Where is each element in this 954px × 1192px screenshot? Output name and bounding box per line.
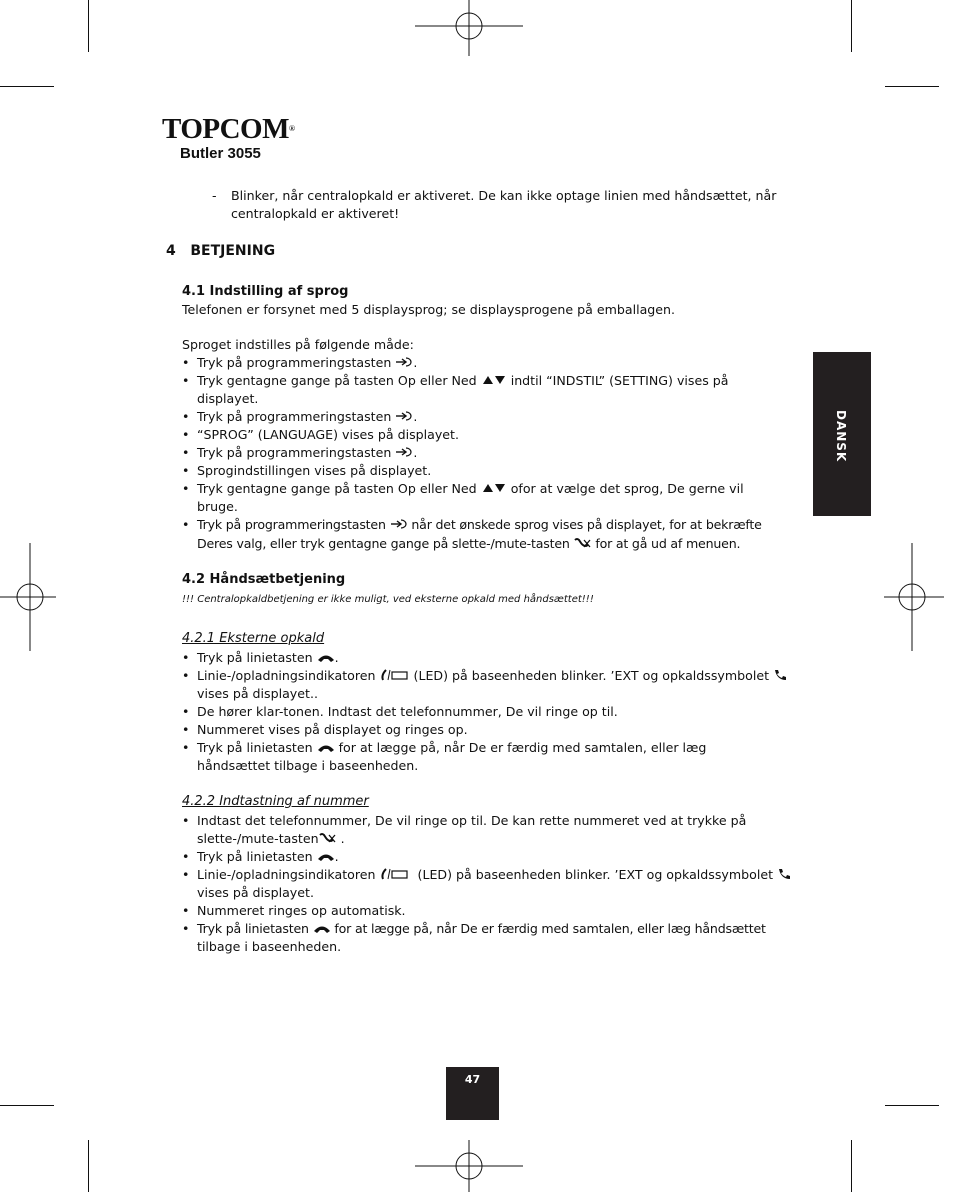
list-item: Indtast det telefonnummer, De vil ringe op til. De kan rette nummeret ved at trykke på (197, 813, 747, 828)
page-number-box (446, 1067, 499, 1120)
list-bullet: • (182, 517, 190, 532)
program-key-icon (395, 409, 413, 427)
list-item-continuation: bruge. (197, 499, 238, 514)
mute-key-icon (574, 536, 592, 554)
call-symbol-icon (773, 668, 787, 686)
list-bullet: • (182, 849, 190, 864)
list-bullet: • (182, 867, 190, 882)
language-tab: DANSK (813, 352, 871, 516)
program-key-icon (395, 355, 413, 373)
intro-line-2: centralopkald er aktiveret! (231, 206, 400, 221)
subsection-heading-4-2-2: 4.2.2 Indtastning af nummer (182, 794, 369, 809)
up-down-arrows-icon (481, 373, 507, 391)
list-bullet: • (182, 704, 190, 719)
list-bullet: • (182, 650, 190, 665)
registration-mark-right (884, 543, 944, 651)
list-item-continuation: slette-/mute-tasten . (197, 830, 345, 849)
list-item-continuation: vises på displayet. (197, 885, 314, 900)
list-item: Linie-/opladningsindikatoren (LED) på baseenheden blinker. ’EXT og opkaldssymbolet (197, 866, 791, 885)
list-item: Tryk på programmeringstasten når det ønskede sprog vises på displayet, for at bekræfte (197, 516, 762, 535)
subsection-heading-4-2-1: 4.2.1 Eksterne opkald (182, 631, 325, 646)
brand-logo: TOPCOM® (162, 113, 295, 145)
list-item: Tryk på programmeringstasten . (197, 354, 417, 373)
section-heading: 4 BETJENING (166, 243, 276, 259)
list-bullet: • (182, 445, 190, 460)
list-item-continuation: tilbage i baseenheden. (197, 939, 342, 954)
registration-mark-left (0, 543, 56, 651)
list-item-continuation: håndsættet tilbage i baseenheden. (197, 758, 419, 773)
list-bullet: • (182, 355, 190, 370)
page-number: 47 (464, 1073, 481, 1086)
mute-key-icon (319, 831, 337, 849)
list-item: Sprogindstillingen vises på displayet. (197, 463, 432, 478)
program-key-icon (395, 445, 413, 463)
intro-dash: - (212, 188, 217, 203)
line-charge-led-icon (380, 668, 410, 686)
list-item-continuation: displayet. (197, 391, 259, 406)
paragraph: Telefonen er forsynet med 5 displaysprog; se displaysprogene på emballagen. (182, 302, 676, 317)
list-item: Tryk gentagne gange på tasten Op eller Ned ofor at vælge det sprog, De gerne vil (197, 480, 744, 499)
list-item: Tryk gentagne gange på tasten Op eller Ned indtil “INDSTIL” (SETTING) vises på (197, 372, 729, 391)
paragraph: Sproget indstilles på følgende måde: (182, 337, 414, 352)
subsection-heading-4-1: 4.1 Indstilling af sprog (182, 284, 349, 299)
list-item-continuation: Deres valg, eller tryk gentagne gange på slette-/mute-tasten for at gå ud af menuen. (197, 535, 740, 554)
line-key-icon (317, 849, 335, 867)
line-key-icon (317, 650, 335, 668)
list-bullet: • (182, 373, 190, 388)
list-bullet: • (182, 921, 190, 936)
line-key-icon (317, 740, 335, 758)
call-symbol-icon (777, 867, 791, 885)
model-name: Butler 3055 (180, 145, 261, 162)
subsection-heading-4-2: 4.2 Håndsætbetjening (182, 572, 346, 587)
line-charge-led-icon (380, 867, 410, 885)
list-bullet: • (182, 740, 190, 755)
list-item: Tryk på programmeringstasten . (197, 444, 417, 463)
list-bullet: • (182, 409, 190, 424)
list-item: Tryk på linietasten . (197, 848, 339, 867)
list-bullet: • (182, 427, 190, 442)
list-bullet: • (182, 481, 190, 496)
list-bullet: • (182, 813, 190, 828)
line-key-icon (313, 921, 331, 939)
list-item: De hører klar-tonen. Indtast det telefonnummer, De vil ringe op til. (197, 704, 618, 719)
registration-mark-bottom (415, 1140, 523, 1192)
list-bullet: • (182, 722, 190, 737)
list-item: Tryk på linietasten for at lægge på, når De er færdig med samtalen, eller læg håndsættet (197, 920, 766, 939)
list-item: Linie-/opladningsindikatoren (LED) på baseenheden blinker. ’EXT og opkaldssymbolet (197, 667, 787, 686)
list-item-continuation: vises på displayet.. (197, 686, 318, 701)
registration-mark-top (415, 0, 523, 56)
list-item: Tryk på linietasten . (197, 649, 339, 668)
list-item: Tryk på linietasten for at lægge på, når De er færdig med samtalen, eller læg (197, 739, 706, 758)
list-item: Nummeret vises på displayet og ringes op. (197, 722, 468, 737)
list-bullet: • (182, 903, 190, 918)
up-down-arrows-icon (481, 481, 507, 499)
list-item: Nummeret ringes op automatisk. (197, 903, 406, 918)
list-bullet: • (182, 668, 190, 683)
program-key-icon (390, 517, 408, 535)
intro-line-1: Blinker, når centralopkald er aktiveret. De kan ikke optage linien med håndsættet, når (231, 188, 777, 203)
warning-note: !!! Centralopkaldbetjening er ikke muligt, ved eksterne opkald med håndsættet!!! (182, 594, 594, 605)
list-item: Tryk på programmeringstasten . (197, 408, 417, 427)
list-item: “SPROG” (LANGUAGE) vises på displayet. (197, 427, 459, 442)
list-bullet: • (182, 463, 190, 478)
